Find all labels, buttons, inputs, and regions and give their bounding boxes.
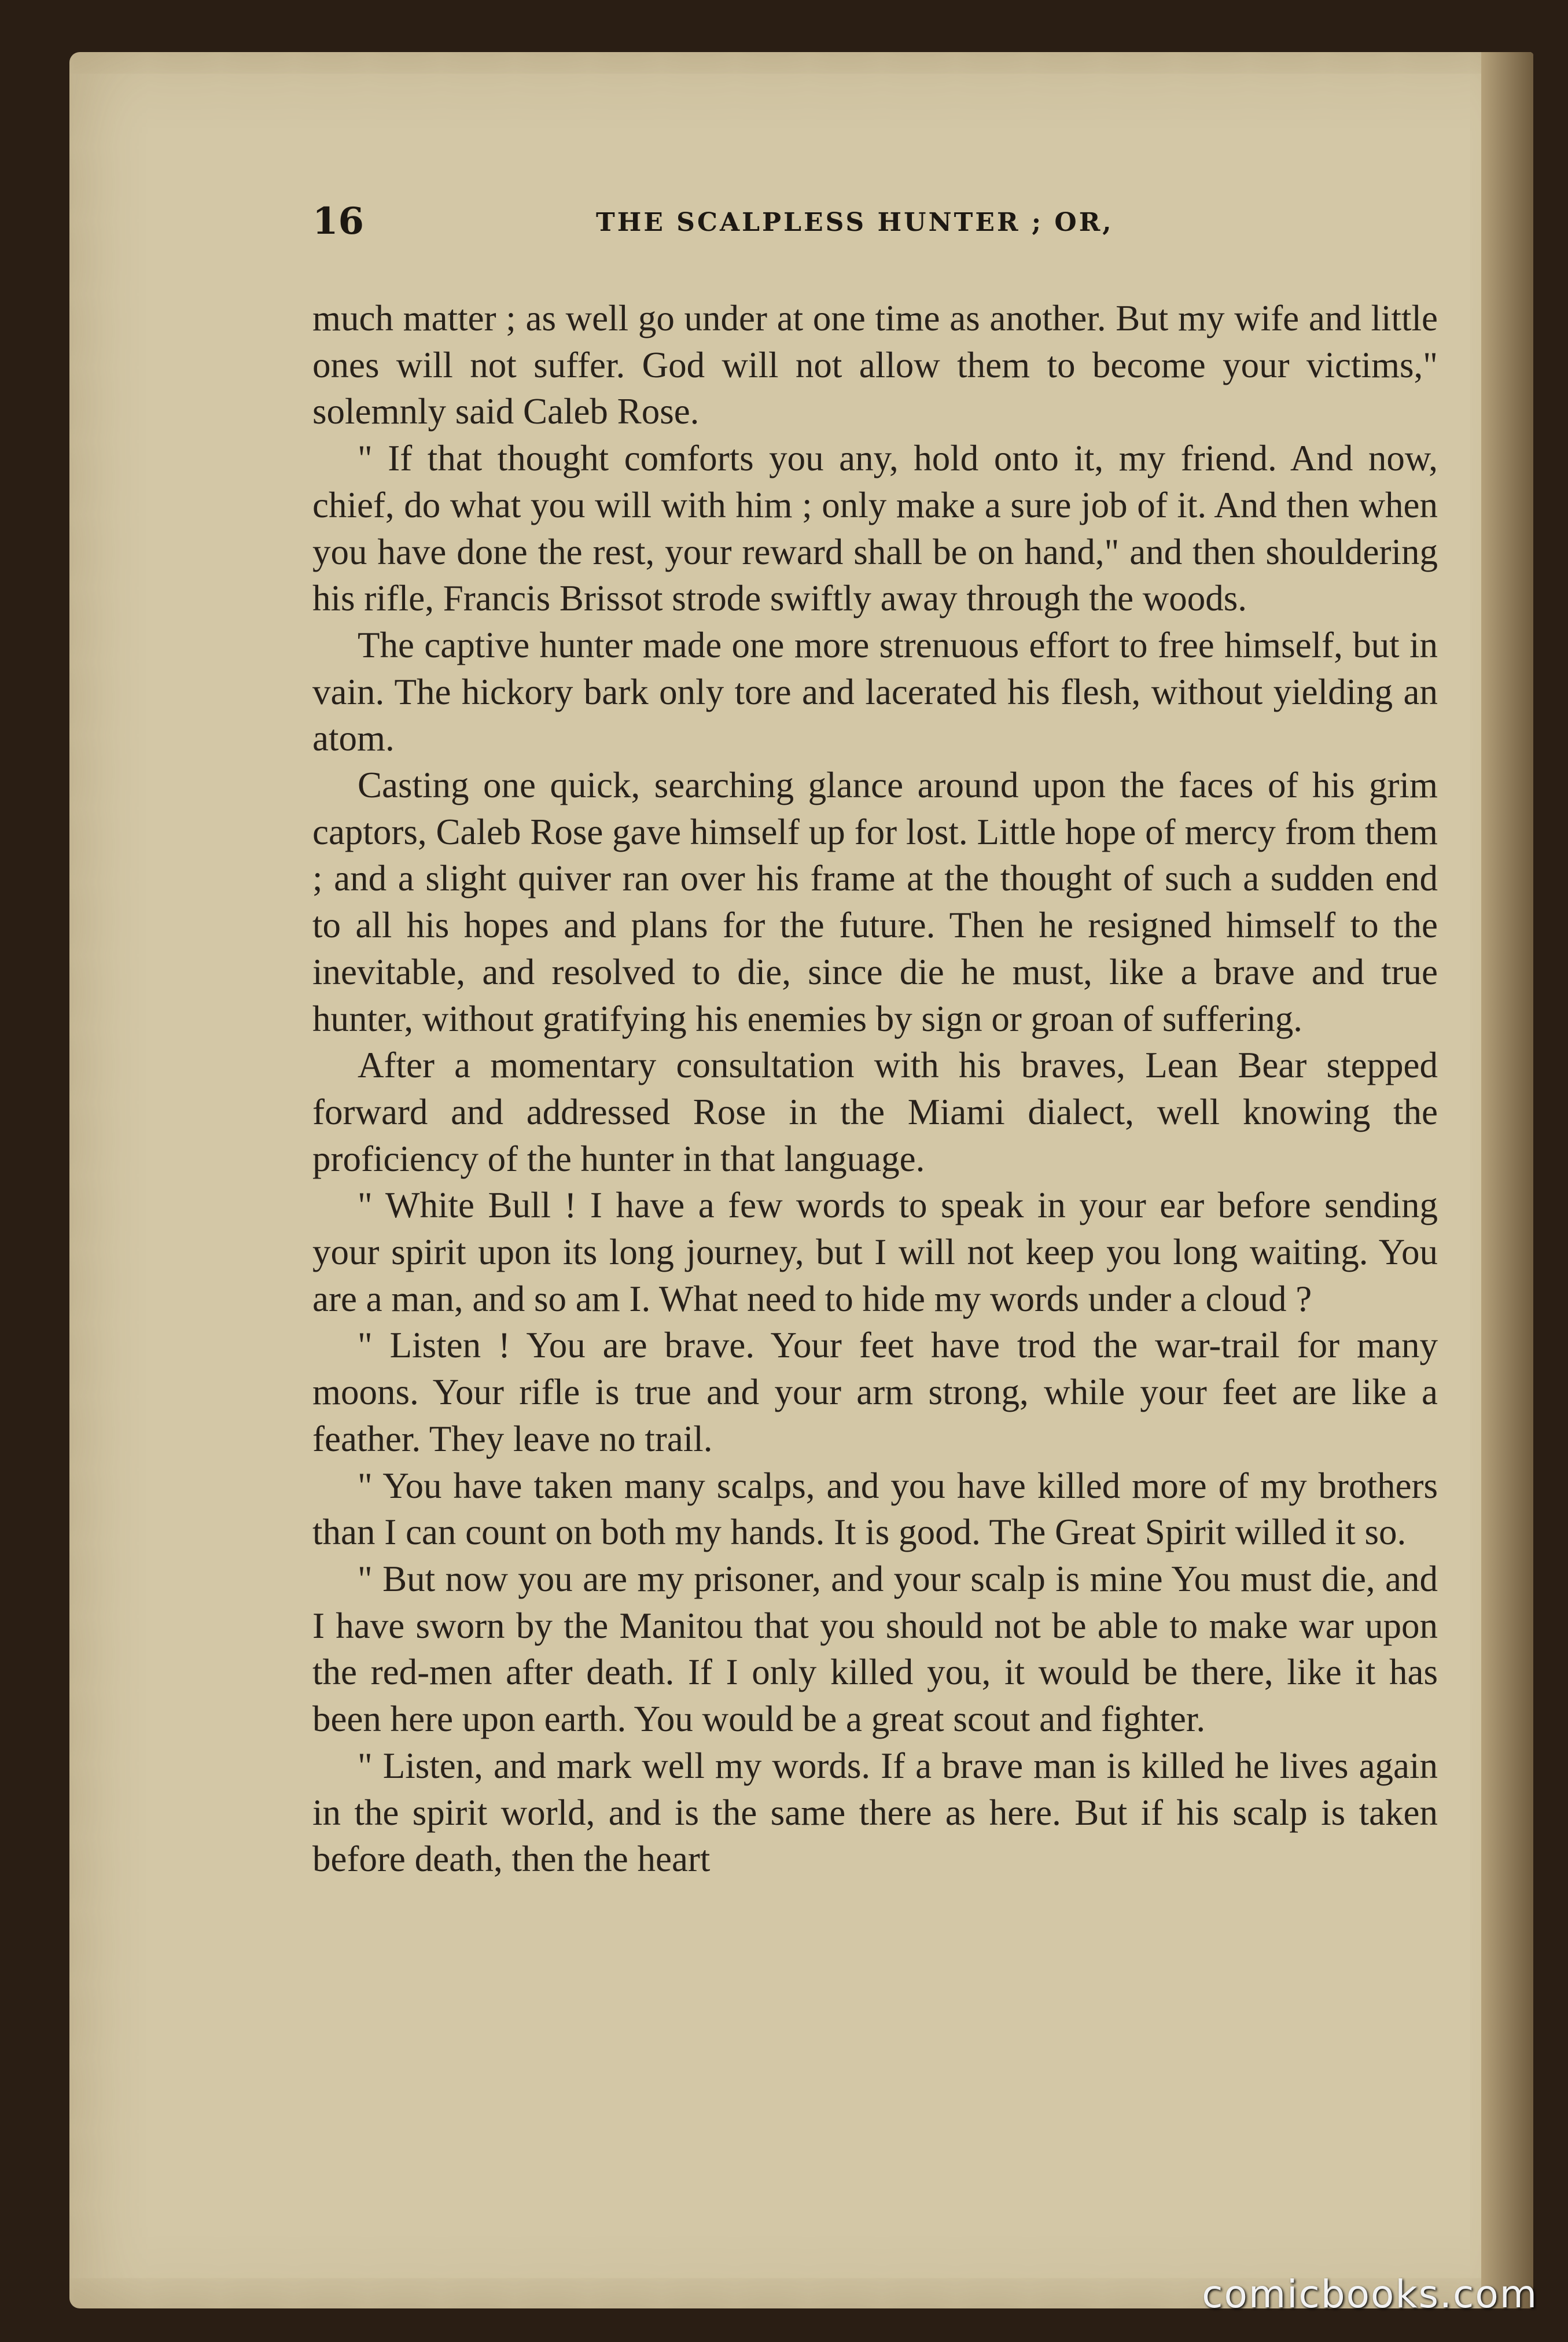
page-edge: [1481, 52, 1533, 2308]
paragraph: " White Bull ! I have a few words to speak in your ear before sending your spirit upon its long journey, but I will not keep you long waiting. You are a man, and so am I. What need to hide my words under a cloud ?: [312, 1185, 1438, 1319]
paragraph: much matter ; as well go under at one time as another. But my wife and little ones will not suffer. God will not allow them to become your victims," solemnly said Caleb Rose.: [312, 298, 1438, 432]
paragraph: " Listen ! You are brave. Your feet have trod the war-trail for many moons. Your rifle is true and your arm strong, while your feet are like a feather. They leave no trail.: [312, 1325, 1438, 1459]
page-header: [237, 200, 1394, 252]
running-head: THE SCALPLESS HUNTER ; OR,: [596, 208, 1114, 237]
paragraph: The captive hunter made one more strenuous effort to free himself, but in vain. The hickory bark only tore and lacerated his flesh, without yielding an atom.: [312, 624, 1438, 759]
paragraph: Casting one quick, searching glance around upon the faces of his grim captors, Caleb Rose gave himself up for lost. Little hope of mercy from them ; and a slight quiver ran over his frame at the thought of such a sudden end to all his hopes and plans for the future. Then he resigned himself to the inevitable, and resolved to die, since die he must, like a brave and true hunter, without gratifying his enemies by sign or groan of suffering.: [312, 765, 1438, 1039]
paragraph: After a momentary consultation with his braves, Lean Bear stepped forward and addressed Rose in the Miami dialect, well knowing the proficiency of the hunter in that language.: [312, 1045, 1438, 1179]
watermark-logo: comicbooks.com: [1202, 2272, 1538, 2317]
page-number: 16: [312, 200, 365, 243]
paragraph: " But now you are my prisoner, and your scalp is mine You must die, and I have sworn by the Manitou that you should not be able to make war upon the red-men after death. If I only killed you, it would be there, like it has been here upon earth. You would be a great scout and fighter.: [312, 1558, 1438, 1740]
paragraph: " You have taken many scalps, and you have killed more of my brothers than I can count on both my hands. It is good. The Great Spirit willed it so.: [312, 1465, 1438, 1553]
paragraph: " If that thought comforts you any, hold onto it, my friend. And now, chief, do what you will with him ; only make a sure job of it. And then when you have done the rest, your reward shall be on hand," and then shouldering his rifle, Francis Brissot strode swiftly away through the woods.: [312, 438, 1438, 619]
body-text: [312, 295, 1438, 1883]
paragraph: " Listen, and mark well my words. If a brave man is killed he lives again in the spirit world, and is the same there as here. But if his scalp is taken before death, then the heart: [312, 1745, 1438, 1880]
